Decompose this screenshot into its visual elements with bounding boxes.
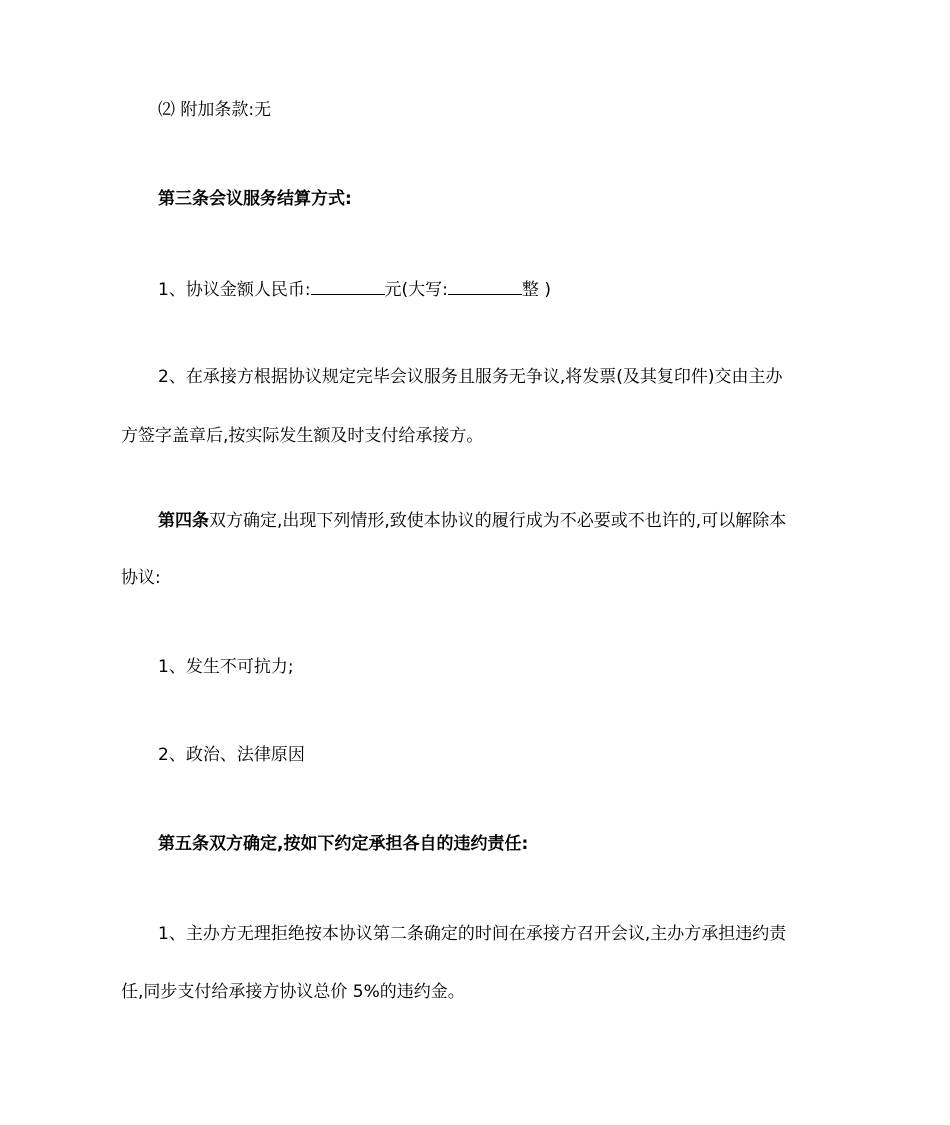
amount-blank — [311, 276, 385, 295]
article-3-item-2-line-1: 2、在承接方根据协议规定完毕会议服务且服务无争议,将发票(及其复印件)交由主办 — [158, 367, 783, 387]
article-3-title: 第三条会议服务结算方式: — [158, 189, 352, 209]
article-4-line-1 — [158, 509, 786, 533]
article-4-text: 双方确定,出现下列情形,致使本协议的履行成为不必要或不也许的,可以解除本 — [209, 511, 787, 531]
item-1-prefix: 1、协议金额人民币: — [158, 280, 311, 300]
article-5-item-1-line-2: 任,同步支付给承接方协议总价 5%的违约金。 — [121, 982, 465, 1002]
item-1-mid: 元(大写: — [384, 280, 448, 300]
article-4-item-2: 2、政治、法律原因 — [158, 745, 305, 765]
article-3-item-2-line-2: 方签字盖章后,按实际发生额及时支付给承接方。 — [121, 426, 484, 446]
article-3-item-1 — [158, 276, 551, 302]
attach-clause: ⑵ 附加条款:无 — [158, 100, 272, 120]
article-4-label: 第四条 — [158, 511, 209, 531]
article-5-title: 第五条双方确定,按如下约定承担各自的违约责任: — [158, 834, 529, 854]
article-4-line-2: 协议: — [121, 568, 161, 588]
amount-words-blank — [448, 276, 522, 295]
item-1-suffix: 整 ) — [521, 280, 551, 300]
article-4-item-1: 1、发生不可抗力; — [158, 657, 294, 677]
article-5-item-1-line-1: 1、主办方无理拒绝按本协议第二条确定的时间在承接方召开会议,主办方承担违约责 — [158, 924, 787, 944]
